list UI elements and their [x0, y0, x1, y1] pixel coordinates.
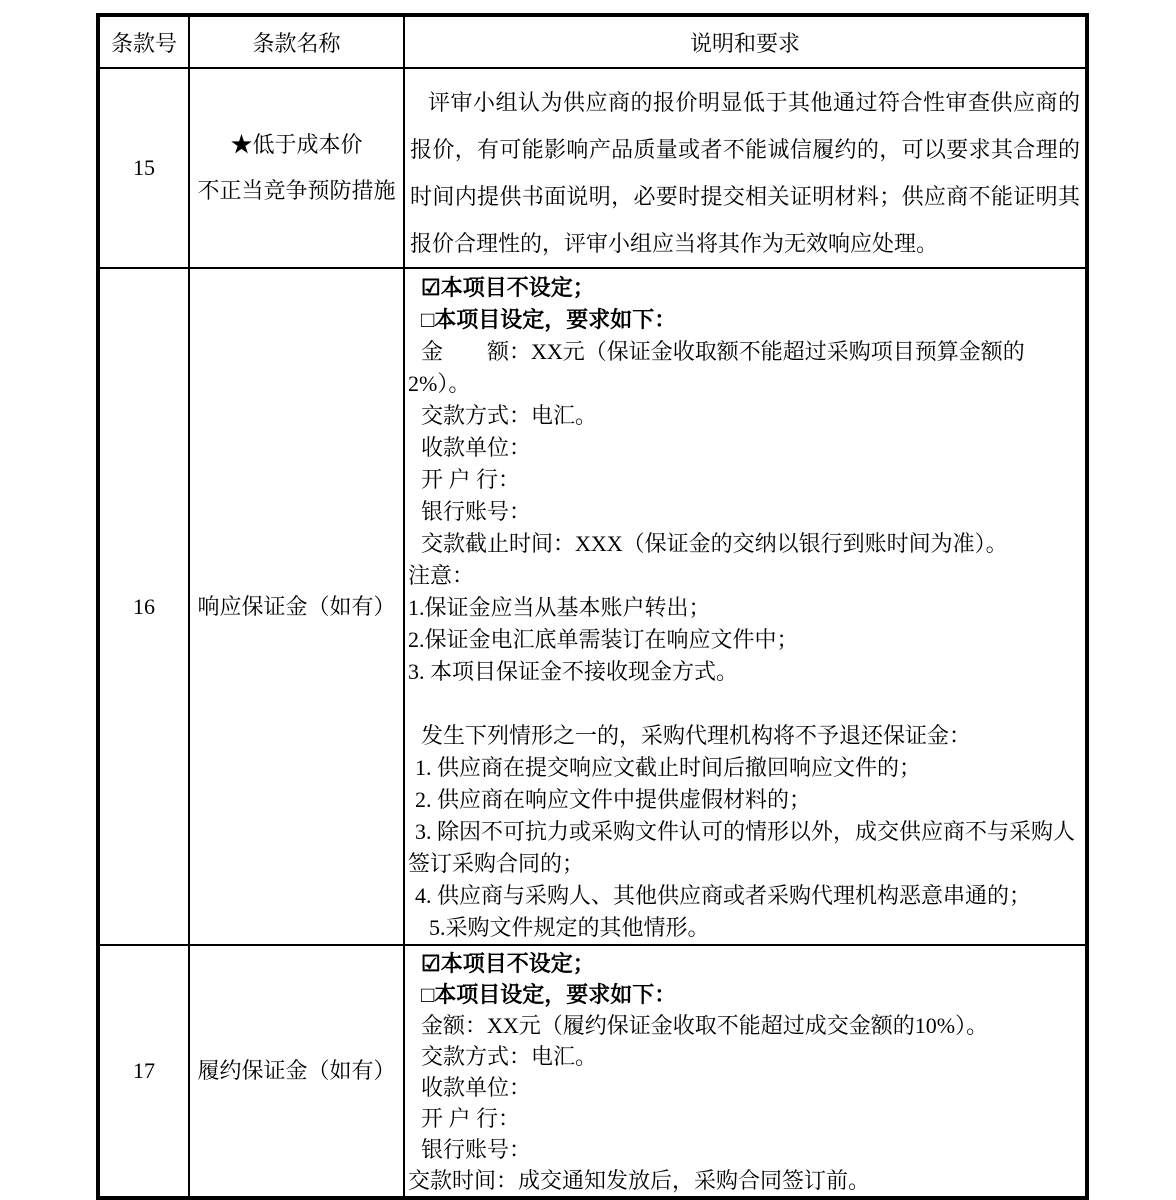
blank-line — [408, 688, 1081, 720]
header-clause-name: 条款名称 — [189, 15, 404, 68]
checked-checkbox-line: ☑本项目不设定； — [421, 275, 595, 300]
table-row — [98, 945, 1087, 1198]
desc-line: 开 户 行： — [421, 467, 521, 492]
table-body — [98, 68, 1087, 1198]
desc-line: 1.保证金应当从基本账户转出； — [408, 595, 711, 620]
clause-paragraph: 评审小组认为供应商的报价明显低于其他通过符合性审查供应商的报价，有可能影响产品质量或者不能诚信履约的，可以要求其合理的时间内提供书面说明，必要时提交相关证明材料；供应商不能证明其报价合理性的，评审小组应当将其作为无效响应处理。 — [410, 90, 1080, 256]
desc-line: 2. 供应商在响应文件中提供虚假材料的； — [415, 787, 812, 812]
clause-line-list — [405, 269, 1085, 944]
clause-number-cell: 16 — [98, 268, 189, 945]
desc-line: 收款单位： — [421, 435, 532, 460]
desc-line: 交款方式：电汇。 — [421, 1044, 598, 1069]
desc-line: 1. 供应商在提交响应文截止时间后撤回响应文件的； — [415, 755, 922, 780]
checked-checkbox-line: ☑本项目不设定； — [421, 951, 595, 976]
desc-line: 3. 本项目保证金不接收现金方式。 — [408, 659, 739, 684]
clause-line-list — [405, 946, 1085, 1196]
table-row — [98, 68, 1087, 268]
desc-line: 金额：XX元（履约保证金收取不能超过成交金额的10%）。 — [421, 1013, 989, 1038]
clause-name-cell — [189, 268, 404, 945]
unchecked-checkbox-line: □本项目设定，要求如下： — [421, 982, 677, 1007]
desc-line: 收款单位： — [421, 1075, 532, 1100]
desc-line: 4. 供应商与采购人、其他供应商或者采购代理机构恶意串通的； — [415, 883, 1032, 908]
clause-desc-cell — [404, 68, 1087, 268]
clause-desc-cell — [404, 945, 1087, 1198]
desc-line: 开 户 行： — [421, 1106, 521, 1131]
unchecked-checkbox-line: □本项目设定，要求如下： — [421, 307, 677, 332]
desc-line: 交款方式：电汇。 — [421, 403, 598, 428]
desc-line: 2.保证金电汇底单需装订在响应文件中； — [408, 627, 799, 652]
desc-line: 5.采购文件规定的其他情形。 — [429, 915, 710, 940]
document-page — [96, 13, 1089, 1200]
desc-line: 发生下列情形之一的，采购代理机构将不予退还保证金： — [421, 723, 972, 748]
clause-table — [96, 13, 1089, 1200]
clause-name-cell — [189, 945, 404, 1198]
clause-name-cell — [189, 68, 404, 268]
desc-line: 3. 除因不可抗力或采购文件认可的情形以外，成交供应商不与采购人签订采购合同的； — [408, 819, 1076, 876]
desc-line: 银行账号： — [421, 1137, 532, 1162]
desc-line: 注意： — [408, 563, 475, 588]
desc-line: 交款时间：成交通知发放后，采购合同签订前。 — [408, 1168, 871, 1193]
desc-line: 金 额：XX元（保证金收取额不能超过采购项目预算金额的2%）。 — [408, 339, 1025, 396]
table-header-row — [98, 15, 1087, 68]
clause-desc-cell — [404, 268, 1087, 945]
table-row — [98, 268, 1087, 945]
clause-name-line: 响应保证金（如有） — [197, 593, 396, 619]
header-clause-number: 条款号 — [98, 15, 189, 68]
clause-name-line: ★低于成本价 — [230, 132, 363, 157]
clause-name-line: 不正当竞争预防措施 — [197, 178, 396, 203]
clause-number-cell: 15 — [98, 68, 189, 268]
desc-line: 交款截止时间：XXX（保证金的交纳以银行到账时间为准）。 — [421, 531, 1008, 556]
clause-name-line: 履约保证金（如有） — [197, 1058, 396, 1083]
clause-number-cell: 17 — [98, 945, 189, 1198]
desc-line: 银行账号： — [421, 499, 532, 524]
header-clause-desc: 说明和要求 — [404, 15, 1087, 68]
